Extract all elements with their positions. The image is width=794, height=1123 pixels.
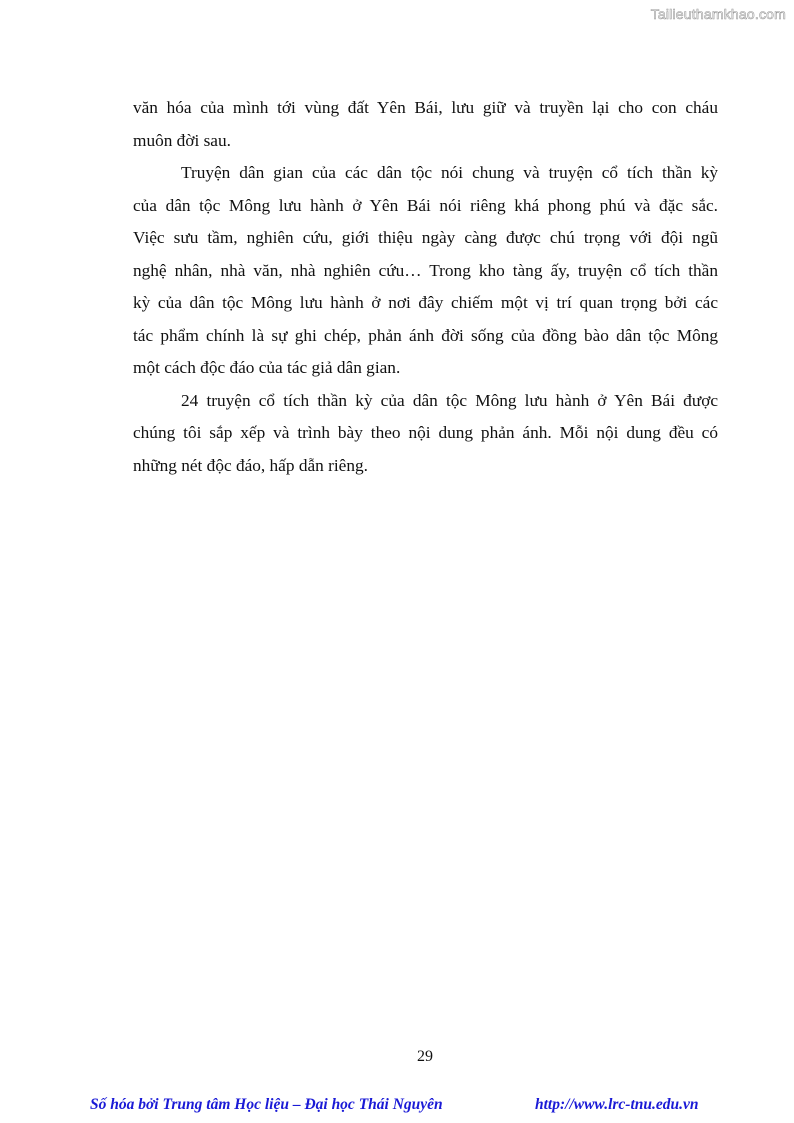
footer-url[interactable]: http://www.lrc-tnu.edu.vn: [535, 1096, 699, 1113]
text-line: những nét độc đáo, hấp dẫn riêng.: [133, 455, 368, 475]
text-line: muôn đời sau.: [133, 130, 231, 150]
text-line: tác phẩm chính là sự ghi chép, phản ánh đời sống của đồng bào dân tộc Mông: [133, 325, 718, 345]
text-line: kỳ của dân tộc Mông lưu hành ở nơi đây chiếm một vị trí quan trọng bởi các: [133, 293, 718, 312]
text-line: của dân tộc Mông lưu hành ở Yên Bái nói riêng khá phong phú và đặc sắc.: [133, 195, 718, 215]
text-line: văn hóa của mình tới vùng đất Yên Bái, lưu giữ và truyền lại cho con cháu: [133, 98, 718, 117]
watermark: Tailieuthamkhao.com: [650, 6, 786, 22]
text-line: nghệ nhân, nhà văn, nhà nghiên cứu… Trong kho tàng ấy, truyện cổ tích thần: [133, 260, 718, 280]
text-line: 24 truyện cổ tích thần kỳ của dân tộc Mông lưu hành ở Yên Bái được: [181, 390, 718, 410]
document-body: [133, 92, 718, 482]
footer-credit: Số hóa bởi Trung tâm Học liệu – Đại học Thái Nguyên: [90, 1096, 443, 1113]
page-number: 29: [417, 1048, 433, 1065]
text-line: Việc sưu tầm, nghiên cứu, giới thiệu ngày càng được chú trọng với đội ngũ: [133, 228, 718, 247]
text-line: một cách độc đáo của tác giả dân gian.: [133, 358, 401, 377]
text-line: Truyện dân gian của các dân tộc nói chung và truyện cổ tích thần kỳ: [181, 163, 718, 182]
text-line: chúng tôi sắp xếp và trình bày theo nội dung phản ánh. Mỗi nội dung đều có: [133, 423, 718, 442]
